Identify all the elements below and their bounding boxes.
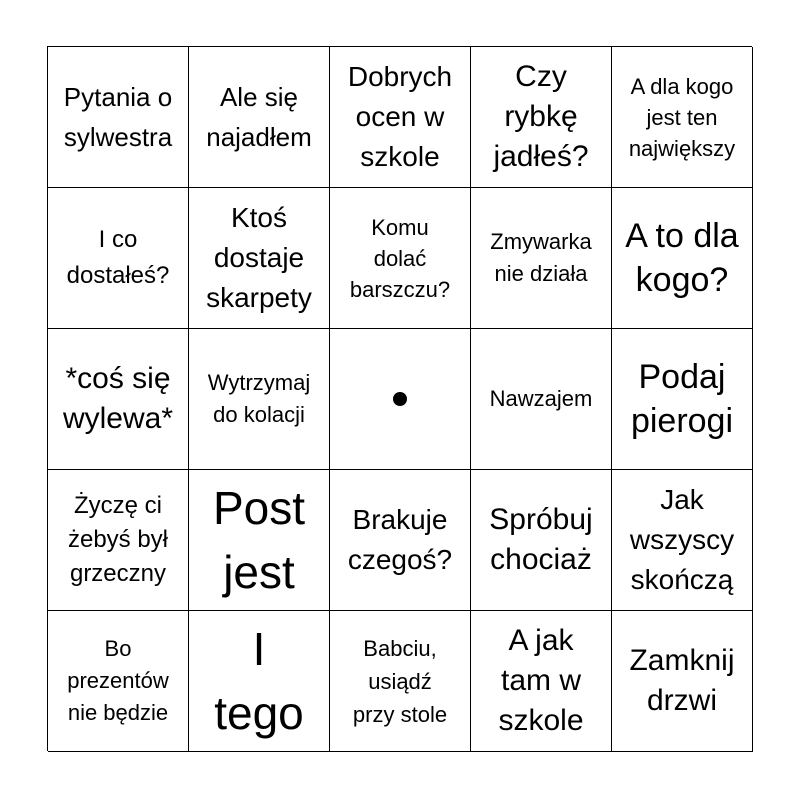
bingo-cell[interactable] <box>189 188 330 329</box>
bingo-cell[interactable] <box>612 329 753 470</box>
bingo-cell[interactable] <box>612 611 753 752</box>
bingo-cell[interactable] <box>471 329 612 470</box>
bingo-cell[interactable] <box>330 47 471 188</box>
cell-text: Zmywarka nie działa <box>490 229 592 286</box>
bingo-cell[interactable] <box>48 188 189 329</box>
bingo-cell[interactable] <box>330 470 471 611</box>
cell-text: Ale się najadłem <box>206 82 312 152</box>
cell-text: Post jest <box>212 482 306 598</box>
bingo-cell[interactable] <box>330 188 471 329</box>
bingo-cell[interactable] <box>48 611 189 752</box>
cell-text: Wytrzymaj do kolacji <box>207 370 311 427</box>
cell-text: Pytania o sylwestra <box>63 82 173 152</box>
cell-text: I tego <box>214 623 304 739</box>
cell-text: Spróbuj chociaż <box>489 503 593 576</box>
cell-text: Dobrych ocen w szkole <box>347 61 453 172</box>
cell-text: Babciu, usiądź przy stole <box>352 635 448 727</box>
bingo-cell[interactable] <box>48 329 189 470</box>
bingo-cell[interactable] <box>189 611 330 752</box>
bingo-cell[interactable] <box>612 47 753 188</box>
bingo-cell[interactable] <box>48 47 189 188</box>
cell-text: Czy rybkę jadłeś? <box>493 60 589 173</box>
cell-text: *coś się wylewa* <box>62 362 174 435</box>
filled-circle-icon <box>393 392 407 406</box>
cell-text: I co dostałeś? <box>66 226 170 289</box>
cell-text: Brakuje czegoś? <box>347 504 453 575</box>
cell-text: Zamknij drzwi <box>629 644 735 717</box>
cell-text: Życzę ci żebyś był grzeczny <box>67 492 169 587</box>
cell-text: Podaj pierogi <box>630 358 734 440</box>
bingo-cell[interactable] <box>471 470 612 611</box>
cell-text: Bo prezentów nie będzie <box>67 636 169 725</box>
bingo-cell[interactable] <box>471 188 612 329</box>
cell-text: A dla kogo jest ten największy <box>628 73 736 161</box>
bingo-cell[interactable] <box>471 47 612 188</box>
bingo-cell[interactable] <box>471 611 612 752</box>
cell-text: Nawzajem <box>489 386 593 411</box>
bingo-cell[interactable] <box>330 611 471 752</box>
bingo-cell[interactable] <box>189 47 330 188</box>
cell-text: Ktoś dostaje skarpety <box>206 202 312 313</box>
bingo-cell[interactable] <box>612 188 753 329</box>
bingo-cell[interactable] <box>48 470 189 611</box>
cell-text: Komu dolać barszczu? <box>349 214 451 302</box>
cell-text: Jak wszyscy skończą <box>629 484 735 595</box>
bingo-cell[interactable] <box>189 470 330 611</box>
bingo-cell[interactable] <box>612 470 753 611</box>
bingo-board <box>47 46 752 751</box>
free-space-cell[interactable] <box>330 329 471 470</box>
cell-text: A to dla kogo? <box>625 217 739 299</box>
bingo-cell[interactable] <box>189 329 330 470</box>
cell-text: A jak tam w szkole <box>498 624 584 737</box>
